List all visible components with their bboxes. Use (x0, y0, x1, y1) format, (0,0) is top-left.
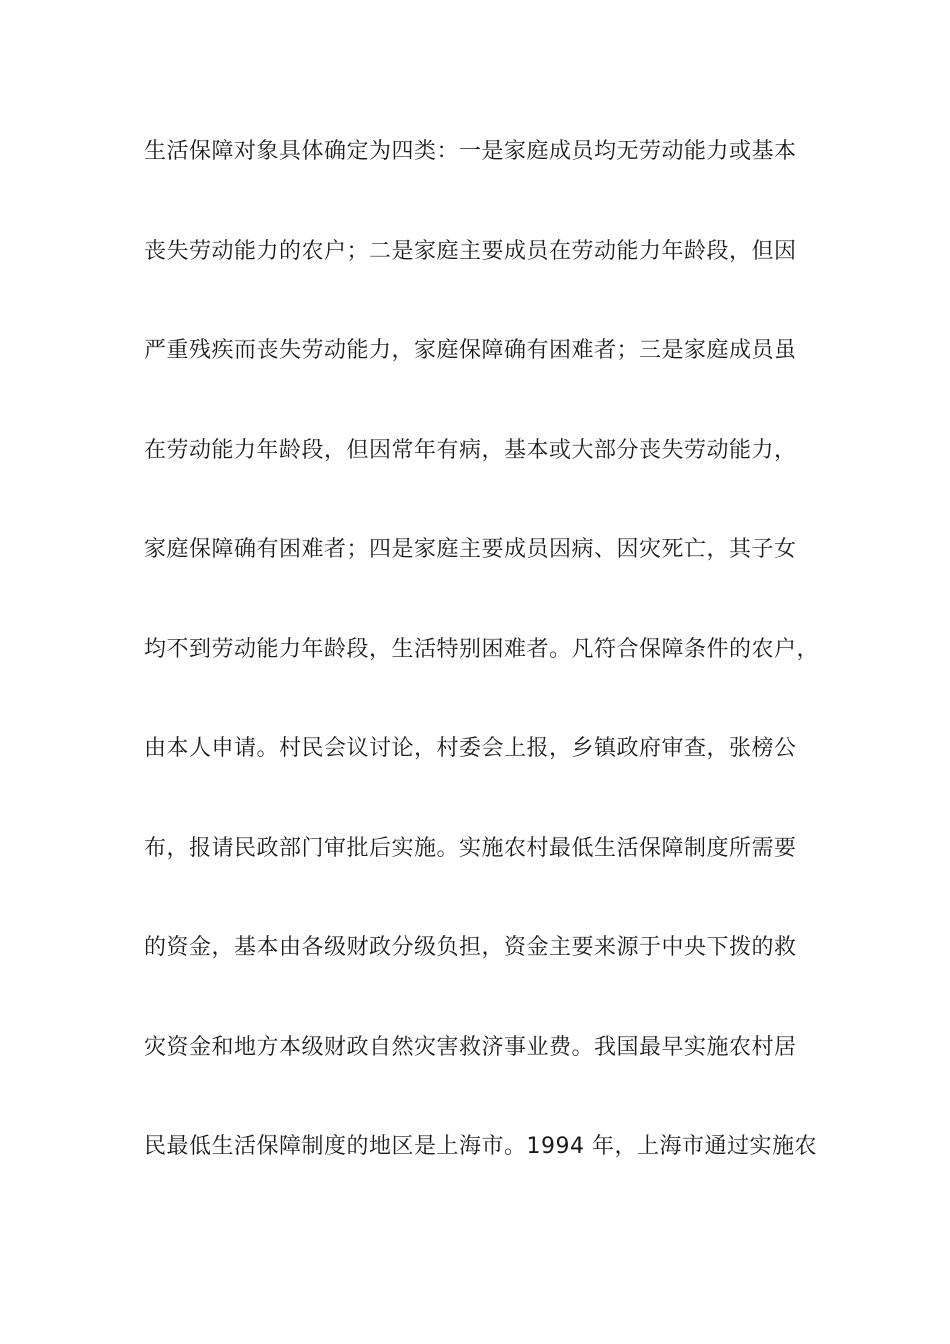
text-line: 灾资金和地方本级财政自然灾害救济事业费。我国最早实施农村居 (144, 1034, 797, 1060)
text-line: 生活保障对象具体确定为四类：一是家庭成员均无劳动能力或基本 (144, 139, 797, 164)
text-line: 严重残疾而丧失劳动能力，家庭保障确有困难者；三是家庭成员虽 (144, 338, 797, 363)
text-line: 布，报请民政部门审批后实施。实施农村最低生活保障制度所需要 (144, 835, 797, 861)
text-line: 均不到劳动能力年龄段，生活特别困难者。凡符合保障条件的农户， (144, 636, 820, 662)
text-line: 在劳动能力年龄段，但因常年有病，基本或大部分丧失劳动能力， (144, 437, 797, 463)
text-line: 由本人申请。村民会议讨论，村委会上报，乡镇政府审查，张榜公 (144, 736, 797, 761)
body-text (144, 130, 844, 1225)
text-line: 的资金，基本由各级财政分级负担，资金主要来源于中央下拨的救 (144, 935, 797, 960)
text-line: 丧失劳动能力的农户；二是家庭主要成员在劳动能力年龄段，但因 (144, 238, 797, 264)
text-line: 民最低生活保障制度的地区是上海市。1994 年，上海市通过实施农 (144, 1134, 817, 1159)
text-line: 家庭保障确有困难者；四是家庭主要成员因病、因灾死亡，其子女 (144, 537, 797, 562)
